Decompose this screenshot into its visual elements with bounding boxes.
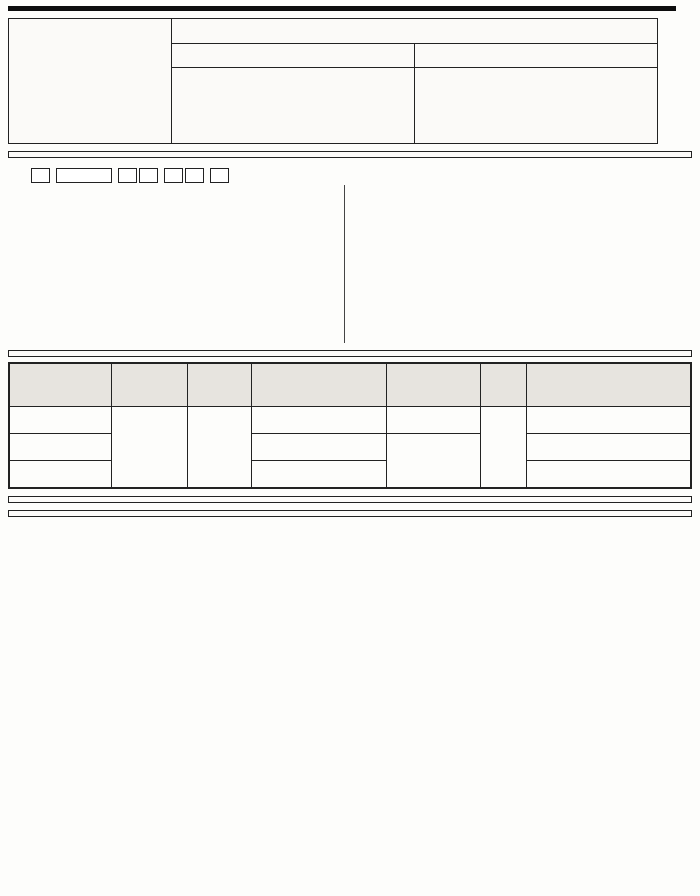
max-flow-cell [188, 407, 252, 489]
col-variation [526, 363, 691, 407]
check-open-cell [386, 407, 480, 434]
section-usage-header [8, 496, 692, 503]
specs-header-row [9, 363, 691, 407]
model-cell [9, 434, 111, 461]
variation-cell [526, 461, 691, 489]
model-cell [9, 461, 111, 489]
performance-charts [12, 529, 692, 711]
col-check-valve [386, 363, 480, 407]
col-max-pressure [111, 363, 187, 407]
code-box-5 [164, 168, 183, 183]
model-b-label [415, 44, 657, 68]
col-model [9, 363, 111, 407]
y-axis-label [672, 561, 700, 711]
code-box-4 [139, 168, 158, 183]
table-row [9, 407, 691, 434]
specs-table [8, 362, 692, 489]
hydraulic-symbol-a [182, 70, 404, 142]
page-title [8, 6, 676, 11]
code-box-1 [31, 168, 50, 183]
section-naming-header [8, 151, 692, 158]
range-cell [252, 434, 386, 461]
col-weight [480, 363, 526, 407]
variation-cell [526, 434, 691, 461]
weight-cell [480, 407, 526, 489]
model-a-label [172, 44, 414, 68]
jis-header [172, 19, 657, 44]
chart-pressure-drop [12, 529, 342, 711]
col-adjust-range [252, 363, 386, 407]
range-cell [252, 407, 386, 434]
symbol-cell-a [172, 44, 414, 143]
y-axis-label [12, 561, 42, 711]
y-axis-label [342, 561, 372, 711]
hydraulic-symbol-b [425, 70, 647, 142]
chart-flow-pressure-1c [672, 529, 700, 711]
range-cell [252, 461, 386, 489]
naming-left-column [8, 185, 344, 343]
check-open-cell [386, 434, 480, 489]
jis-symbols [172, 19, 657, 143]
variation-cell [526, 407, 691, 434]
model-cell [9, 407, 111, 434]
code-box-3 [118, 168, 137, 183]
product-photo [9, 19, 172, 143]
photo-symbol-panel [8, 18, 658, 144]
code-box-6 [185, 168, 204, 183]
symbol-cell-b [414, 44, 657, 143]
code-box-7 [210, 168, 229, 183]
col-max-flow [188, 363, 252, 407]
model-code [30, 164, 692, 183]
naming-right-column [344, 185, 692, 343]
section-performance-header [8, 510, 692, 517]
code-box-2 [56, 168, 112, 183]
section-specs-header [8, 350, 692, 357]
chart-plot-area [42, 561, 342, 711]
max-pressure-cell [111, 407, 187, 489]
valve-photo-image [15, 27, 165, 135]
chart-plot-area [372, 561, 672, 711]
naming-columns [8, 185, 692, 343]
chart-flow-pressure-1a [342, 529, 672, 711]
